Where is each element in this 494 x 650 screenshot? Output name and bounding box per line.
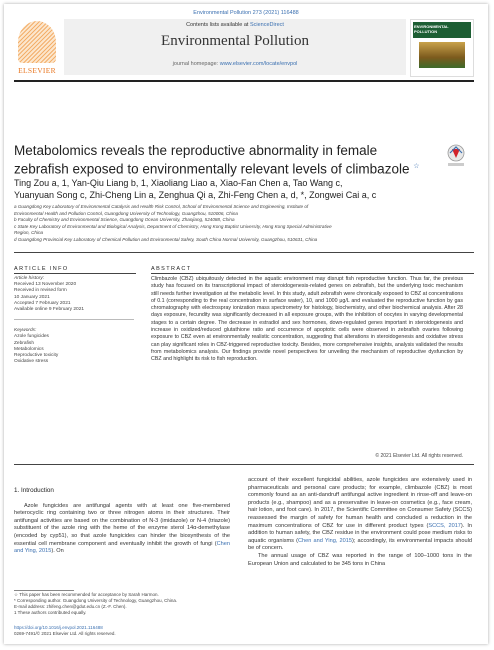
introduction-heading: 1. Introduction [14,487,54,494]
affiliation-line: Environmental Health and Pollution Control, Guangdong University of Technology, Guangzhou, 510006, China [14,210,238,216]
keywords-label: Keywords: [14,328,37,334]
affiliation-line: b Faculty of Chemistry and Environmental Science, Guangdong Ocean University, Zhanjiang, 524088, China [14,217,235,222]
right-column [248,477,472,568]
header-rule [14,80,474,82]
sciencedirect-link[interactable]: ScienceDirect [249,22,284,28]
history-item: 10 January 2021 [14,294,50,300]
cover-title-line-1: ENVIRONMENTAL [414,24,449,29]
citation-link[interactable]: Chen and Ying, 2015 [14,540,230,555]
footnote[interactable]: E-mail address: zhifeng.chen@gdut.edu.cn (Z.-F. Chen). [14,604,127,609]
history-item: Received in revised form [14,288,67,294]
footnotes [14,592,230,616]
citation-link[interactable]: Chen and Ying, 2015 [297,537,352,544]
keyword: Reproductive toxicity [14,353,59,359]
intro-paragraph-1: Azole fungicides are antifungal agents with at least one five-membered heterocyclic ring containing two or three nitrogen atoms in their structures. Their antifungal activities are based on the combination of N-3 (imidazole) or N-4 (triazole) substituent of the azole ring with the heme of the enzyme sterol 14α-demethylase (encoded by cyp51), so that azole fungicides can hinder the biosynthesis of the essential cell membrane component and eventually inhibit the growth of fungi (Chen and Ying, 2015). On [14,502,230,555]
affiliations [14,204,454,243]
article-info [14,276,134,365]
article-page [4,4,488,644]
journal-banner [64,19,406,75]
journal-cover-thumbnail[interactable] [410,19,474,77]
journal-title: Environmental Pollution [161,33,309,49]
history-item: Available online 9 February 2021 [14,307,85,313]
elsevier-tree-icon [18,21,56,63]
doi-link[interactable]: https://doi.org/10.1016/j.envpol.2021.116488 [14,625,103,630]
history-item: Accepted 7 February 2021 [14,300,71,306]
footnote: ☆ This paper has been recommended for acceptance by Sarah Harmon. [14,592,159,597]
title-line-2: zebrafish exposed to environmentally relevant levels of climbazole ☆ [14,161,420,177]
keyword: Oxidative stress [14,359,49,365]
keyword: Azole fungicides [14,334,49,340]
footnote: * Corresponding author. Guangdong University of Technology, Guangzhou, China. [14,598,178,603]
abstract-text: Climbazole (CBZ) ubiquitously detected in the aquatic environment may disrupt fish reproductive function. Thus far, the previous study has focused on its transcriptional impact of steroidogenesis-related genes on zebrafish, but the underlying toxic mechanism still needs further investigation at the metabolic level. In this study, adult zebrafish were chronically exposed to CBZ at concentrations of 0.1 (corresponding to the real concentration in surface water), 10, and 1000 μg/L and evaluated the reproductive function by gas chromatography with electrospray ionization mass spectrometry for histology, biochemistry, and other biochemical analysis. After 28 days exposure, fecundity was significantly decreased in all exposure groups, with the inhibition of oocytes in varying developmental stages to a certain degree. The decrease in estradiol and sex hormones, down-regulated genes important in steroidogenesis and increase in oxidized/reduced glutathione ratio and occurrence of apoptotic cells were observed in zebrafish ovaries following exposure to CBZ even at environmentally realistic concentration, suggesting that alterations in steroidogenesis and oxidative stress can play significant roles in CBZ-triggered reproductive toxicity. Besides, more comprehensive insights, analysis validated the results from metabolomics analysis. Our findings provide novel perspectives for unveiling the mechanism of reproductive dysfunction by CBZ and highlight its risk to fish reproduction. [151,276,463,363]
footnote-rule [14,590,74,591]
affiliation-line: a Guangdong Key Laboratory of Environmental Catalysis and Health Risk Control, School of Environmental Science and Engineering, Institute of [14,204,309,209]
article-info-heading: ARTICLE INFO [14,266,69,272]
issn-line: 0269-7491/© 2021 Elsevier Ltd. All rights reserved. [14,631,116,636]
homepage-prefix: journal homepage: [172,61,219,67]
affiliation-line: Region, China [14,230,44,235]
left-column [14,477,230,556]
title-line-1: Metabolomics reveals the reproductive abnormality in female [14,143,378,158]
cover-image [419,42,465,68]
authors-line-2[interactable]: Yuanyuan Song c, Zhi-Cheng Lin a, Zenghua Qi a, Zhi-Feng Chen a, d, *, Zongwei Cai a, c [14,189,377,200]
affiliation-line: c State Key Laboratory of Environmental and Biological Analysis, Department of Chemistry, Hong Kong Baptist University, Hong Kong Special Administrative [14,223,332,229]
abstract-copyright: © 2021 Elsevier Ltd. All rights reserved. [375,453,463,459]
contents-prefix: Contents lists available at [186,22,249,28]
footnote: 1 These authors contributed equally. [14,610,87,615]
citation-link[interactable]: SCCS, 2017 [428,522,461,529]
keyword: Zebrafish [14,340,34,346]
doi-block [14,625,230,637]
title-footnote-marker[interactable]: ☆ [413,163,420,170]
intro-paragraph-continued: account of their excellent fungicidal abilities, azole fungicides are extensively used in pharmaceuticals and personal care products; for example, climbazole (CBZ) is most commonly found as an anti-dandruff antifungal active ingredient in rinse-off and leave-on products (e.g., shampoo) and as a preservative in leave-on cosmetics (e.g., face cream, hair lotion, and foot care). In 2017, the Scientific Committee on Consumer Safety (SCCS) reassessed the margin of safety for human health and concluded a reduction in the maximum concentrations of CBZ for use in different product types (SCCS, 2017). In addition to human safety, the CBZ residue in the environment could pose medium risks to aquatic organisms (Chen and Ying, 2015); accordingly, its environmental impacts should be of concern. [248,477,473,552]
publisher-name: ELSEVIER [18,66,56,75]
article-info-rule [14,273,136,274]
cover-title [414,24,449,34]
authors-line-1[interactable]: Ting Zou a, 1, Yan-Qiu Liang b, 1, Xiaoliang Liao a, Xiao-Fan Chen a, Tao Wang c, [14,178,343,188]
abstract-heading: ABSTRACT [151,266,192,272]
keywords-divider [14,319,134,320]
journal-citation[interactable]: Environmental Pollution 273 (2021) 116488 [193,10,299,16]
abstract-rule [151,273,474,274]
history-label: Article history: [14,276,45,281]
homepage-link[interactable]: www.elsevier.com/locate/envpol [219,61,298,67]
affiliation-divider [14,252,474,253]
history-item: Received 13 November 2020 [14,282,77,288]
check-for-updates-icon[interactable] [446,144,466,168]
homepage-line [64,61,406,67]
abstract-bottom-rule [14,464,474,465]
author-list [14,178,444,201]
affiliation-line: d Guangdong Provincial Key Laboratory of Chemical Pollution and Environmental Safety, South China Normal University, Guangzhou, 510631, China [14,236,318,242]
keyword: Metabolomics [14,346,44,352]
article-title [14,143,424,178]
intro-paragraph-2: The annual usage of CBZ was reported in the range of 100–1000 tons in the European Union and calculated to be 345 tons in China [248,552,472,567]
contents-line [64,22,406,28]
cover-title-line-2: POLLUTION [414,29,438,34]
journal-header [14,19,474,77]
elsevier-logo[interactable] [14,19,60,75]
